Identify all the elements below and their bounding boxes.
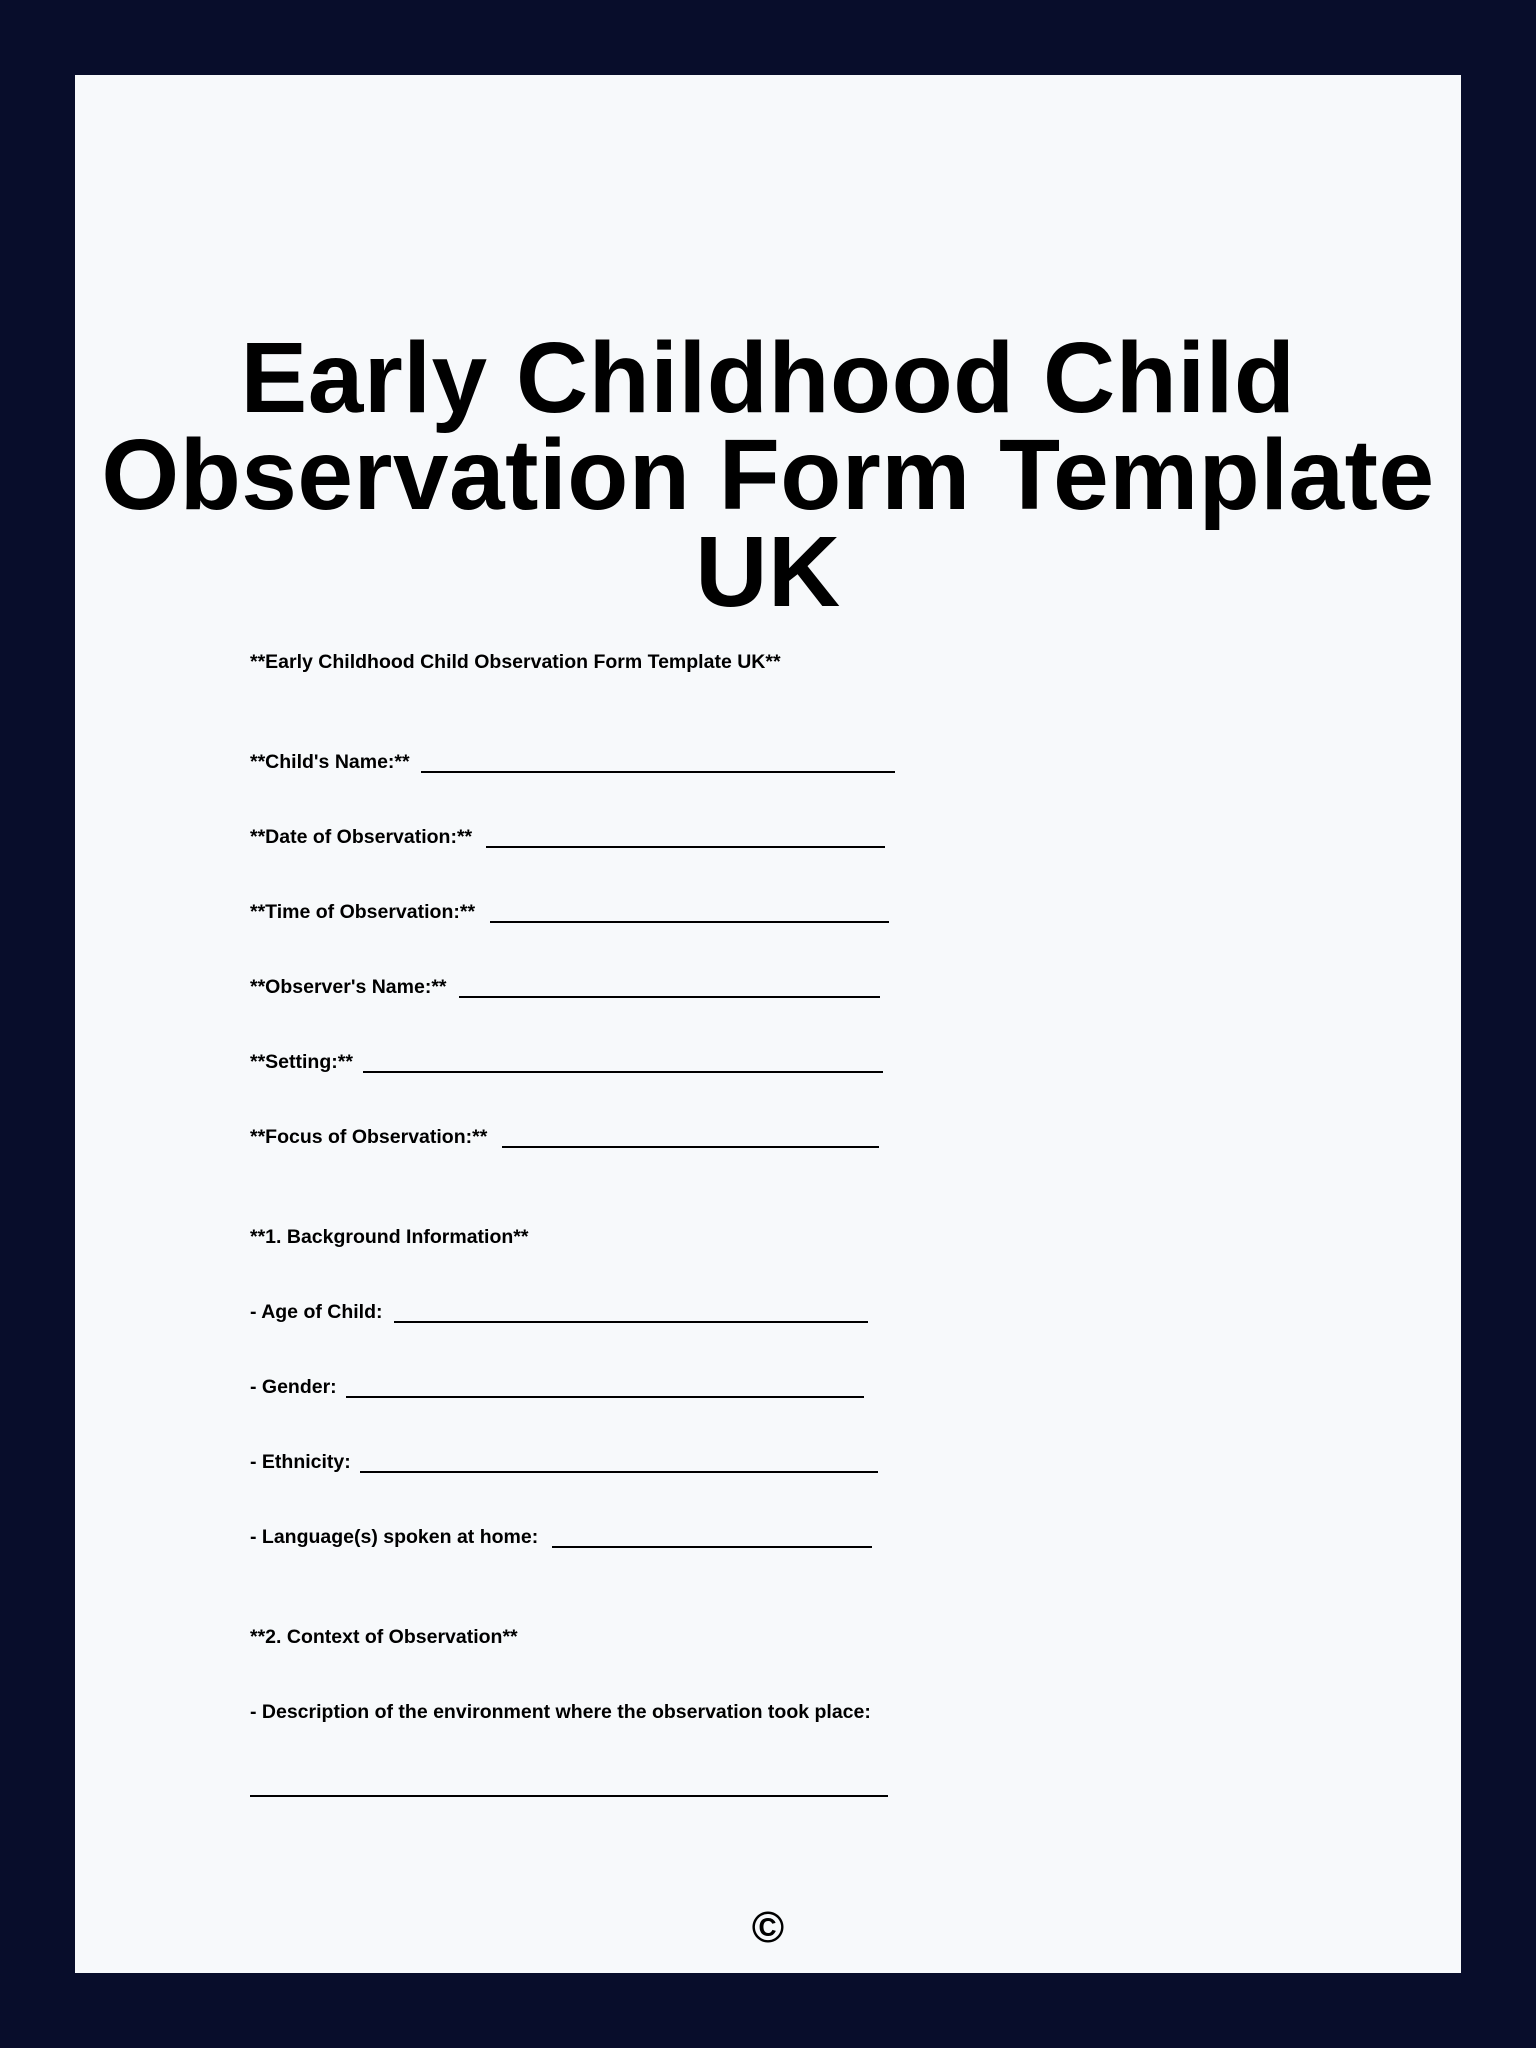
observers-name-label: **Observer's Name:** [250, 976, 447, 998]
page-title-line-2: Observation Form Template [101, 419, 1435, 531]
environment-field[interactable] [250, 1795, 888, 1797]
languages-label: - Language(s) spoken at home: [250, 1526, 539, 1548]
section-heading-context: **2. Context of Observation** [250, 1626, 518, 1648]
gender-label: - Gender: [250, 1376, 337, 1398]
languages-field[interactable] [552, 1546, 872, 1548]
form-subtitle: **Early Childhood Child Observation Form Template UK** [250, 651, 781, 673]
section-heading-background: **1. Background Information** [250, 1226, 529, 1248]
time-of-observation-field[interactable] [490, 921, 889, 923]
date-of-observation-label: **Date of Observation:** [250, 826, 473, 848]
time-of-observation-label: **Time of Observation:** [250, 901, 476, 923]
age-field[interactable] [394, 1321, 868, 1323]
page-title-line-1: Early Childhood Child [240, 322, 1296, 434]
date-of-observation-field[interactable] [486, 846, 885, 848]
page-title-line-3: UK [695, 516, 841, 628]
focus-of-observation-label: **Focus of Observation:** [250, 1126, 488, 1148]
setting-field[interactable] [363, 1071, 883, 1073]
setting-label: **Setting:** [250, 1051, 353, 1073]
page-title [75, 322, 1461, 628]
childs-name-label: **Child's Name:** [250, 751, 410, 773]
ethnicity-label: - Ethnicity: [250, 1451, 351, 1473]
age-label: - Age of Child: [250, 1301, 383, 1323]
form-page [75, 75, 1461, 1973]
copyright-icon: © [751, 1903, 785, 1952]
gender-field[interactable] [346, 1396, 864, 1398]
environment-label: - Description of the environment where the observation took place: [250, 1701, 871, 1723]
childs-name-field[interactable] [421, 771, 895, 773]
ethnicity-field[interactable] [360, 1471, 878, 1473]
observers-name-field[interactable] [459, 996, 880, 998]
focus-of-observation-field[interactable] [502, 1146, 879, 1148]
